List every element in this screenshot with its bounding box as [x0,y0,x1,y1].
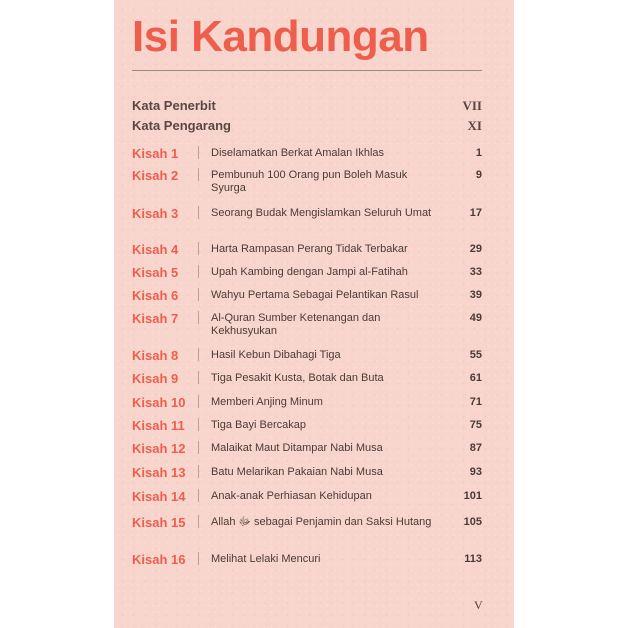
story-title: Pembunuh 100 Orang pun Boleh Masuk Syurga [211,169,408,194]
page-number: 55 [469,349,482,361]
story-title: Malaikat Maut Ditampar Nabi Musa [211,442,383,454]
story-title: Seorang Budak Mengislamkan Seluruh Umat [211,207,432,219]
story-title: Harta Rampasan Perang Tidak Terbakar [211,243,408,255]
entry-separator [198,146,199,159]
front-matter-page: XI [467,118,482,133]
story-title: Melihat Lelaki Mencuri [211,553,321,565]
entry-separator [198,242,199,255]
page-number: 105 [463,516,482,528]
entry-separator [198,552,199,565]
story-title: Memberi Anjing Minum [211,396,323,408]
title-divider [132,70,482,71]
page-number: 39 [469,289,482,301]
story-number: Kisah 10 [132,395,186,410]
page-number: 33 [469,266,482,278]
entry-separator [198,311,199,324]
story-number: Kisah 15 [132,515,186,530]
story-number: Kisah 11 [132,418,185,433]
story-title: Batu Melarikan Pakaian Nabi Musa [211,466,383,478]
story-title: Tiga Bayi Bercakap [211,419,306,431]
front-matter-label: Kata Penerbit [132,98,216,113]
entry-separator [198,206,199,219]
page-number: 113 [464,553,482,565]
story-title: Hasil Kebun Dibahagi Tiga [211,349,341,361]
story-number: Kisah 13 [132,465,186,480]
entry-separator [198,418,199,431]
page-number: 61 [469,372,482,384]
entry-separator [198,515,199,528]
page-number: 75 [469,419,482,431]
story-title: Upah Kambing dengan Jampi al-Fatihah [211,266,408,278]
story-number: Kisah 5 [132,265,179,280]
front-matter-entry [132,98,482,116]
story-number: Kisah 14 [132,489,186,504]
entry-separator [198,288,199,301]
story-number: Kisah 9 [132,371,179,386]
front-matter-page: VII [462,98,482,113]
entry-separator [198,395,199,408]
entry-separator [198,371,199,384]
front-matter-entry [132,118,482,136]
entry-separator [198,348,199,361]
entry-separator [198,441,199,454]
story-title: Al-Quran Sumber Ketenangan dan Kekhusyukan [211,312,381,337]
entry-separator [198,465,199,478]
story-number: Kisah 16 [132,552,186,567]
story-title: Tiga Pesakit Kusta, Botak dan Buta [211,372,384,384]
story-number: Kisah 3 [132,206,179,221]
page-number: 17 [469,207,482,219]
story-number: Kisah 8 [132,348,179,363]
entry-separator [198,489,199,502]
page-folio: V [474,598,483,612]
page-number: 49 [469,312,482,324]
front-matter-label: Kata Pengarang [132,118,231,133]
page-number: 1 [475,147,482,159]
story-title: Allah ﷻ sebagai Penjamin dan Saksi Hutang [211,516,432,528]
story-number: Kisah 4 [132,242,179,257]
story-number: Kisah 1 [132,146,179,161]
page-number: 29 [469,243,482,255]
story-number: Kisah 7 [132,311,179,326]
story-title: Anak-anak Perhiasan Kehidupan [211,490,372,502]
story-number: Kisah 12 [132,441,186,456]
story-title: Diselamatkan Berkat Amalan Ikhlas [211,147,385,159]
entry-separator [198,265,199,278]
page-number: 101 [463,490,482,502]
story-number: Kisah 2 [132,168,179,183]
page-number: 93 [469,466,482,478]
entry-separator [198,168,199,181]
story-title: Wahyu Pertama Sebagai Pelantikan Rasul [211,289,419,301]
page-number: 87 [469,442,482,454]
page-number: 71 [469,396,482,408]
story-number: Kisah 6 [132,288,179,303]
page-title: Isi Kandungan [132,12,429,61]
page-number: 9 [475,169,482,181]
